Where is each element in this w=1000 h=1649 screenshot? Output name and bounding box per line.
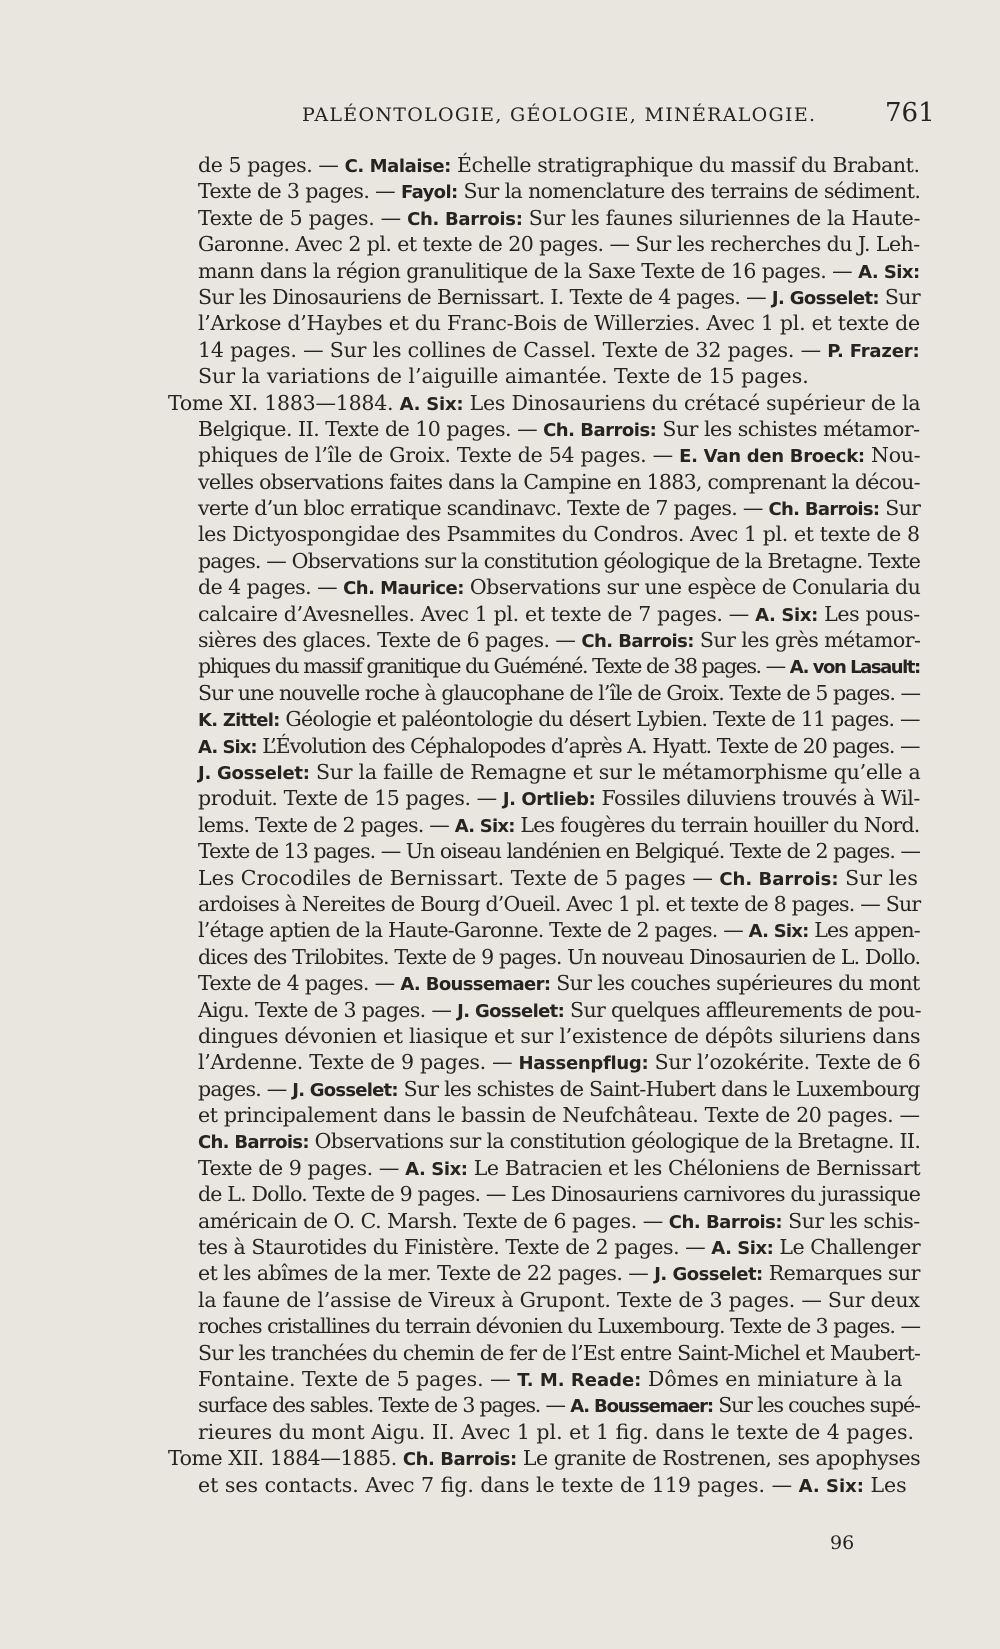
text-segment: Sur les	[838, 865, 918, 890]
text-line	[168, 944, 920, 970]
text-line	[168, 258, 920, 284]
text-segment: Sur les schis-	[782, 1208, 920, 1233]
author-name: Fayol:	[400, 182, 458, 204]
text-segment: Sur l’ozokérite. Texte de 6	[648, 1050, 921, 1075]
text-segment: Texte de 13 pages. — Un oiseau landénien en Belgiqué. Texte de 2 pages. —	[198, 839, 920, 864]
text-segment: Sur les faunes siluriennes de la Haute-	[522, 205, 921, 230]
text-line	[168, 1366, 920, 1392]
text-segment: l’étage aptien de la Haute-Garonne. Texte de 2 pages. —	[198, 918, 749, 943]
text-line	[168, 416, 920, 442]
text-segment: Fossiles diluviens trouvés à Wil-	[595, 786, 920, 811]
text-segment: Les appen-	[808, 918, 920, 943]
text-line	[168, 917, 920, 943]
author-name: Ch. Barrois:	[198, 1132, 309, 1154]
text-segment: de 4 pages. —	[198, 575, 344, 600]
text-segment: Dômes en miniature à la	[641, 1366, 903, 1391]
text-line	[168, 865, 920, 891]
text-line	[168, 1445, 920, 1471]
text-segment: l’Arkose d’Haybes et du Franc-Bois de Willerzies. Avec 1 pl. et texte de	[198, 311, 920, 336]
text-segment: de L. Dollo. Texte de 9 pages. — Les Dinosauriens carnivores du jurassique	[198, 1182, 921, 1207]
text-segment: Tome XI. 1883—1884.	[168, 390, 400, 415]
author-name: A. Six:	[399, 393, 464, 415]
text-segment: Garonne. Avec 2 pl. et texte de 20 pages. — Sur les recherches du J. Leh-	[198, 232, 920, 257]
text-line	[168, 1392, 920, 1418]
text-segment: verte d’un bloc erratique scandinavc. Texte de 7 pages. —	[198, 496, 769, 521]
text-line	[168, 548, 920, 574]
text-line	[168, 390, 920, 416]
text-segment: et les abîmes de la mer. Texte de 22 pages. —	[198, 1261, 655, 1286]
text-line	[168, 1049, 920, 1075]
text-line	[168, 627, 920, 653]
author-name: A. Six:	[454, 815, 515, 837]
text-line	[168, 1419, 920, 1445]
author-name: K. Zittel:	[198, 710, 280, 732]
text-line	[168, 785, 920, 811]
text-segment: 14 pages. — Sur les collines de Cassel. Texte de 32 pages. —	[198, 337, 828, 362]
text-segment: et ses contacts. Avec 7 fig. dans le texte de 119 pages. —	[198, 1472, 799, 1497]
text-segment: velles observations faites dans la Campine en 1883, comprenant la décou-	[198, 469, 920, 494]
text-segment: Échelle stratigraphique du massif du Brabant.	[450, 153, 920, 177]
text-line	[168, 469, 920, 495]
author-name: A. Six:	[405, 1158, 468, 1180]
author-name: Ch. Barrois:	[581, 631, 694, 653]
text-segment: Observations sur une espèce de Conularia du	[463, 575, 921, 600]
text-line	[168, 442, 920, 468]
page-header	[0, 94, 1000, 134]
text-line	[168, 231, 920, 257]
text-line	[168, 1260, 920, 1286]
text-line	[168, 601, 920, 627]
text-segment: rieures du mont Aigu. II. Avec 1 pl. et 1 fig. dans le texte de 4 pages.	[198, 1419, 914, 1444]
text-segment: Texte de 4 pages. —	[198, 971, 401, 996]
text-line	[168, 205, 920, 231]
author-name: A. Six:	[711, 1238, 774, 1260]
text-line	[168, 1023, 920, 1049]
text-segment: Sur	[879, 496, 921, 521]
text-line	[168, 152, 920, 178]
text-segment: et principalement dans le bassin de Neufchâteau. Texte de 20 pages. —	[198, 1103, 920, 1128]
text-segment: Le Batracien et les Chéloniens de Bernissart	[467, 1155, 921, 1180]
author-name: J. Gosselet:	[654, 1264, 763, 1286]
text-segment: Sur	[878, 284, 920, 309]
text-segment: Sur la nomenclature des terrains de sédiment.	[457, 179, 921, 204]
text-line	[168, 997, 920, 1023]
author-name: Ch. Barrois:	[402, 1449, 517, 1471]
text-segment: l’Ardenne. Texte de 9 pages. —	[198, 1050, 519, 1075]
text-segment: Sur une nouvelle roche à glaucophane de l’île de Groix. Texte de 5 pages. —	[198, 680, 921, 705]
text-line	[168, 1234, 920, 1260]
text-segment: Belgique. II. Texte de 10 pages. —	[198, 416, 544, 441]
text-segment: pages. —	[198, 1076, 293, 1101]
text-segment: tes à Staurotides du Finistère. Texte de 2 pages. —	[198, 1235, 712, 1260]
text-segment: calcaire d’Avesnelles. Avec 1 pl. et texte de 7 pages. —	[198, 601, 756, 626]
text-segment: les Dictyospongidae des Psammites du Condros. Avec 1 pl. et texte de 8	[198, 522, 920, 547]
text-segment: Sur les couches supérieures du mont	[550, 971, 920, 996]
text-segment: Sur quelques affleurements de pou-	[564, 997, 921, 1022]
text-segment: Les fougères du terrain houiller du Nord.	[514, 812, 920, 837]
text-segment: ardoises à Nereites de Bourg d’Oueil. Avec 1 pl. et texte de 8 pages. — Sur	[198, 891, 921, 916]
author-name: C. Malaise:	[344, 156, 451, 177]
text-line	[168, 1208, 920, 1234]
text-segment: phiques de l’île de Groix. Texte de 54 pages. —	[198, 443, 680, 468]
text-segment: Le Challenger	[773, 1235, 921, 1260]
text-segment: Sur les tranchées du chemin de fer de l’Est entre Saint-Michel et Maubert-	[198, 1340, 921, 1365]
author-name: T. M. Reade:	[517, 1369, 642, 1391]
author-name: A. Six:	[755, 604, 818, 626]
text-line	[168, 1102, 920, 1128]
author-name: Ch. Barrois:	[543, 419, 657, 441]
text-line	[168, 1472, 920, 1498]
text-segment: Sur la variations de l’aiguille aimantée. Texte de 15 pages.	[198, 364, 809, 389]
author-name: A. Six:	[198, 736, 257, 758]
text-line	[168, 495, 920, 521]
text-line	[168, 1313, 920, 1339]
author-name: J. Gosselet:	[457, 1000, 565, 1022]
author-name: A. Boussemaer:	[570, 1396, 713, 1418]
author-name: P. Frazer:	[827, 340, 920, 362]
text-segment: dingues dévonien et liasique et sur l’existence de dépôts siluriens dans	[198, 1023, 921, 1048]
running-title: PALÉONTOLOGIE, GÉOLOGIE, MINÉRALOGIE.	[302, 104, 817, 126]
text-line	[168, 1340, 920, 1366]
text-segment: mann dans la région granulitique de la Saxe Texte de 16 pages. —	[198, 258, 859, 283]
text-line	[168, 1287, 920, 1313]
text-segment: américain de O. C. Marsh. Texte de 6 pages. —	[198, 1208, 669, 1233]
text-line	[168, 521, 920, 547]
author-name: A. Six:	[748, 921, 809, 943]
text-segment: Les Crocodiles de Bernissart. Texte de 5 pages —	[198, 865, 720, 890]
text-segment: Sur les couches supé-	[712, 1393, 920, 1418]
text-segment: lems. Texte de 2 pages. —	[198, 812, 455, 837]
text-line	[168, 680, 920, 706]
author-name: A. von Lasault:	[789, 657, 920, 679]
text-line	[168, 838, 920, 864]
author-name: A. Six:	[858, 261, 920, 283]
text-segment: Les	[863, 1472, 907, 1497]
author-name: Ch. Maurice:	[343, 578, 464, 600]
text-line	[168, 812, 920, 838]
text-segment: Texte de 5 pages. —	[198, 205, 408, 230]
author-name: Ch. Barrois:	[768, 499, 880, 521]
author-name: Ch. Barrois:	[668, 1211, 783, 1233]
text-segment: Texte de 9 pages. —	[198, 1155, 406, 1180]
text-line	[168, 310, 920, 336]
text-segment: Fontaine. Texte de 5 pages. —	[198, 1366, 518, 1391]
text-segment: produit. Texte de 15 pages. —	[198, 786, 503, 811]
text-segment: Tome XII. 1884—1885.	[168, 1446, 403, 1471]
text-segment: Observations sur la constitution géologique de la Bretagne. II.	[308, 1129, 921, 1154]
author-name: J. Gosselet:	[198, 762, 310, 784]
text-line	[168, 653, 920, 679]
text-segment: Sur les schistes métamor-	[656, 416, 920, 441]
author-name: J. Ortlieb:	[502, 789, 596, 811]
text-segment: la faune de l’assise de Vireux à Grupont. Texte de 3 pages. — Sur deux	[198, 1287, 920, 1312]
text-segment: de 5 pages. —	[198, 153, 345, 177]
author-name: Ch. Barrois:	[407, 208, 523, 230]
text-line	[168, 363, 920, 389]
text-segment: dices des Trilobites. Texte de 9 pages. Un nouveau Dinosaurien de L. Dollo.	[198, 944, 921, 969]
author-name: A. Six:	[798, 1475, 864, 1497]
text-line	[168, 706, 920, 732]
text-segment: Sur les schistes de Saint-Hubert dans le Luxembourg	[397, 1076, 920, 1101]
author-name: A. Boussemaer:	[400, 974, 551, 996]
text-line	[168, 337, 920, 363]
text-segment: surface des sables. Texte de 3 pages. —	[198, 1393, 571, 1418]
author-name: Hassenpflug:	[518, 1053, 649, 1075]
text-line	[168, 1076, 920, 1102]
text-segment: Géologie et paléontologie du désert Lybien. Texte de 11 pages. —	[279, 707, 920, 732]
text-segment: Sur la faille de Remagne et sur le métamorphisme qu’elle a	[309, 759, 921, 784]
text-segment: pages. — Observations sur la constitution géologique de la Bretagne. Texte	[198, 548, 921, 573]
author-name: Ch. Barrois:	[719, 868, 839, 890]
body-text	[168, 152, 920, 1498]
signature-number: 96	[830, 1532, 855, 1554]
page-number: 761	[885, 98, 935, 128]
text-segment: Aigu. Texte de 3 pages. —	[198, 997, 458, 1022]
text-segment: Sur les grès métamor-	[693, 628, 921, 653]
text-line	[168, 178, 920, 204]
text-segment: phiques du massif granitique du Guéméné. Texte de 38 pages. —	[198, 654, 790, 679]
text-segment: Nou-	[864, 443, 921, 468]
text-segment: sières des glaces. Texte de 6 pages. —	[198, 628, 582, 653]
text-segment: L’Évolution des Céphalopodes d’après A. Hyatt. Texte de 20 pages. —	[256, 733, 920, 758]
text-segment: Les Dinosauriens du crétacé supérieur de la	[463, 390, 921, 415]
text-line	[168, 1128, 920, 1154]
text-line	[168, 284, 920, 310]
text-line	[168, 574, 920, 600]
author-name: E. Van den Broeck:	[679, 446, 865, 468]
text-segment: Sur les Dinosauriens de Bernissart. I. Texte de 4 pages. —	[198, 284, 772, 309]
text-line	[168, 1155, 920, 1181]
text-segment: Le granite de Rostrenen, ses apophyses	[516, 1446, 921, 1471]
text-line	[168, 891, 920, 917]
text-segment: Texte de 3 pages. —	[198, 179, 401, 204]
author-name: J. Gosselet:	[292, 1079, 398, 1101]
text-segment: Les pous-	[817, 601, 920, 626]
text-line	[168, 759, 920, 785]
text-line	[168, 970, 920, 996]
text-line	[168, 1181, 920, 1207]
author-name: J. Gosselet:	[771, 287, 879, 309]
text-segment: roches cristallines du terrain dévonien du Luxembourg. Texte de 3 pages. —	[198, 1314, 921, 1339]
text-segment: Remarques sur	[762, 1261, 920, 1286]
text-line	[168, 733, 920, 759]
